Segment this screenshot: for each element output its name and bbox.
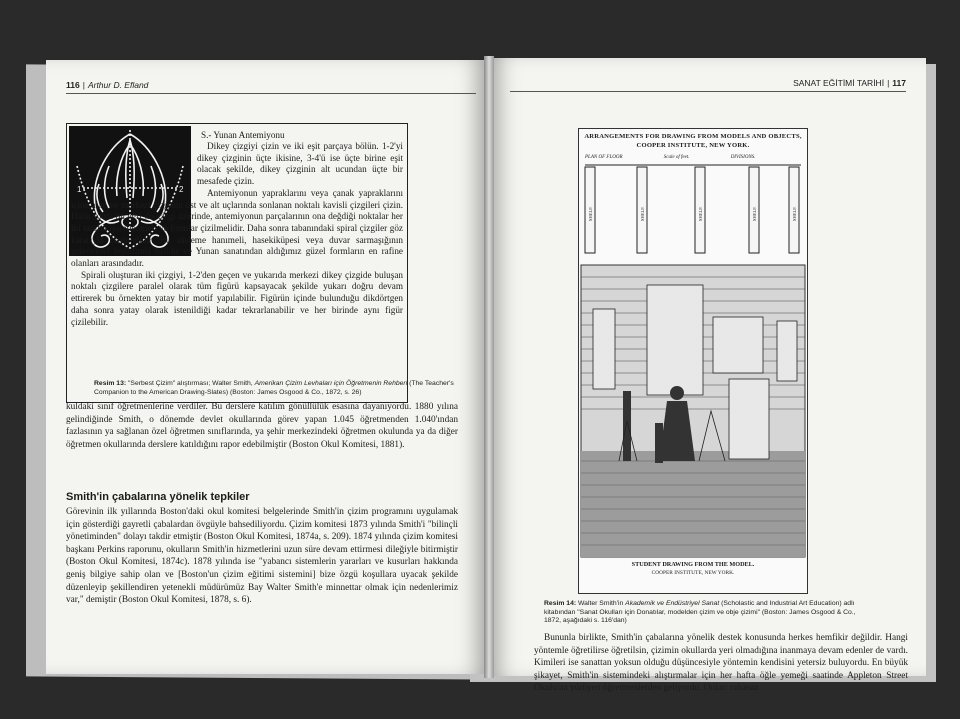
shelf-label-2: SHELF. [640, 206, 645, 221]
left-paragraph-1 [66, 401, 458, 451]
left-page [46, 60, 486, 674]
author-name: Arthur D. Efland [87, 80, 149, 90]
shelf-label-4: SHELF. [752, 206, 757, 221]
box-paragraph-3: Spirali oluşturan iki çizgiyi, 1-2'den geçen ve yukarıda merkezi dikey çizgide buluşan noktalı çizgilere paralel olarak tüm figürü kapsayacak şekilde yukarı doğru devam ettirerek bu örnekten yatay bir motif yapılabilir. Figürün içinde bulunduğu dikdörtgen daha sonra yatay olarak istenildiği kadar tekrarlanabilir ve her birinde aynı figür çizilebilir. [71, 269, 403, 327]
figure-title [579, 133, 807, 150]
caption-14-text-b: (Scholastic and Industrial Art Education) adlı kitabından "Sanat Okulları için Donatılar, modelden çizim ve obje çizimi" (Boston: James Osgood & Co., 1872, aşağıdaki s. 116'dan) [544, 600, 856, 625]
box-body [71, 141, 403, 328]
caption-13-text-b: (The Teacher's Companion to the American Drawing-Slates) (Boston: James Osgood & Co., 1872, s. 26) [94, 380, 454, 396]
ornament-label-1: 1 [77, 185, 82, 194]
figure-bottom-line-1: STUDENT DRAWING FROM THE MODEL. [631, 561, 755, 568]
left-paragraph-2-text: Görevinin ilk yıllarında Boston'daki okul komitesi belgelerinde Smith'in çizim programını uygulamak için gösterdiği gayretli çabalardan övgüyle bahsediliyordu. Çizim komitesi 1873 yılında Smith'i "bilinçli yönetiminden" dolayı takdir etmiştir (Boston Okul Komitesi, 1874a, s. 209). 1874 yılında çizim komitesi başkanı Perkins raporunu, okulların Smith'in hizmetlerini uzun süre devam ettirmesi dileğiyle bitirmiştir (Boston Okul Komitesi, 1874c). 1878 yılında ise "yabancı sistemlerin yararları ve kusurları hakkında geniş bilgiye sahip olan ve [Boston'un çizim eğitimi sistemini] bize özgü koşullara uyacak şekilde düzenleyip şekillendiren yetenekli müdürümüz Bay Walter Smith'e minnettar olmak için nedenlerimiz var," demiştir (Boston Okul Komitesi, 1878, s. 6). [66, 507, 458, 606]
floor-plan-and-engraving [579, 161, 807, 561]
left-page-number: 116 [66, 80, 80, 90]
left-running-header: 116 | Arthur D. Efland [66, 80, 149, 90]
box-title: S.- Yunan Antemiyonu [201, 130, 285, 140]
scale-label: Scale of feet. [663, 155, 690, 160]
caption-13-title: Amerikan Çizim Levhaları için Öğretmenin Rehberi [254, 380, 408, 387]
shelf-label-5: SHELF. [792, 206, 797, 221]
caption-13-text-a: "Serbest Çizim" alıştırması; Walter Smith, [128, 380, 253, 387]
plan-of-floor-label: PLAN OF FLOOR [585, 155, 623, 160]
divisions-label: DIVISIONS. [730, 155, 756, 160]
right-paragraph-text: Bununla birlikte, Smith'in çabalarına yönelik destek konusunda herkes hemfikir değildir. Hangi yöntemle öğretilirse öğretilsin, çizimin okullarda yeri olmadığına inanmaya devam edenler de vardı. Kimileri ise sanattan yoksun olduğu düşüncesiyle yöntemin kendisini yetersiz buluyordu. En büyük şikayet, Smith'in sistemindeki alıştırmalar için her hafta öğle yemeği saatinde Appleton Street Okulu'na yürüyen öğretmenlerden geliyordu. Onları rahatsız [534, 633, 908, 694]
exercise-box [66, 123, 408, 403]
figure-plan-label [585, 155, 756, 160]
box-paragraph-1: Dikey çizgiyi çizin ve iki eşit parçaya bölün. 1-2'yi dikey çizginin üçte ikisine, 3-4'ü ise üçte birine eşit olacak şekilde, dikey çizginin alt ucundan üçte bir mesafede çizin. [197, 141, 403, 187]
figure-bottom-caption [579, 561, 807, 577]
shelf-label-1: SHELF. [588, 206, 593, 221]
running-title: SANAT EĞİTİMİ TARİHİ [793, 78, 885, 88]
caption-14-text-a: Walter Smith'in [578, 600, 624, 607]
caption-13-label: Resim 13: [94, 380, 127, 387]
left-header-rule [66, 93, 476, 94]
right-page-number: 117 [892, 78, 906, 88]
box-paragraph-2: Antemiyonun yapraklarını veya çanak yapraklarını içine alan ve merkezi çizginin üst ve alt uçlarında sonlanan noktalı kavisli çizgileri çizin. Daha sonra bu eğri dış çizgi üzerinde, antemiyonun parçalarının ona değdiği noktalar her iki tarafta işaretlenmeli ve formlar çizilmelidir. Daha sonra tabanındaki spiral çizgiler göz kararıyla çizilmelidir. Bu süsleme hanımeli, hasekiküpesi veya duvar sarmaşığının geleneksel leştirilmiş halidir ve Yunan sanatından aldığımız güzel formların en rafine olanları arasındadır. [71, 187, 403, 269]
left-paragraph-2 [66, 506, 458, 607]
cooper-institute-figure [578, 128, 808, 594]
ornament-label-2: 2 [179, 185, 184, 194]
book-spine [484, 56, 494, 678]
right-header-rule [510, 91, 906, 92]
shelf-label-3: SHELF. [698, 206, 703, 221]
figure-title-line-2: COOPER INSTITUTE, NEW YORK. [636, 141, 750, 149]
right-page [490, 58, 926, 694]
figure-bottom-line-2: COOPER INSTITUTE, NEW YORK. [651, 570, 735, 576]
section-heading: Smith'in çabalarına yönelik tepkiler [66, 491, 250, 503]
figure-13-caption [94, 380, 454, 397]
left-paragraph-1-text: kuldaki sınıf öğretmenlerine verdiler. Bu derslere katılım gönüllülük esasına dayanıyordu. 1880 yılına gelindiğinde Smith, o dönemde devlet okullarında görev yapan 1.045 öğretmenden 1.040'ından fazlasının ya sağlanan özel öğretmen sınıflarında, ya şehir merkezindeki öğretmen okulunda ya da diğer öğretmen okullarında derslere katıldığını rapor edebilmiştir (Boston Okul Komitesi, 1881). [66, 402, 458, 450]
right-paragraph [534, 632, 908, 695]
figure-title-line-1: ARRANGEMENTS FOR DRAWING FROM MODELS AND OBJECTS, [584, 133, 802, 140]
caption-14-label: Resim 14: [544, 600, 577, 607]
caption-14-title: Akademik ve Endüstriyel Sanat [625, 600, 720, 607]
figure-14-caption [544, 600, 874, 626]
right-running-header: SANAT EĞİTİMİ TARİHİ | 117 [793, 78, 906, 88]
